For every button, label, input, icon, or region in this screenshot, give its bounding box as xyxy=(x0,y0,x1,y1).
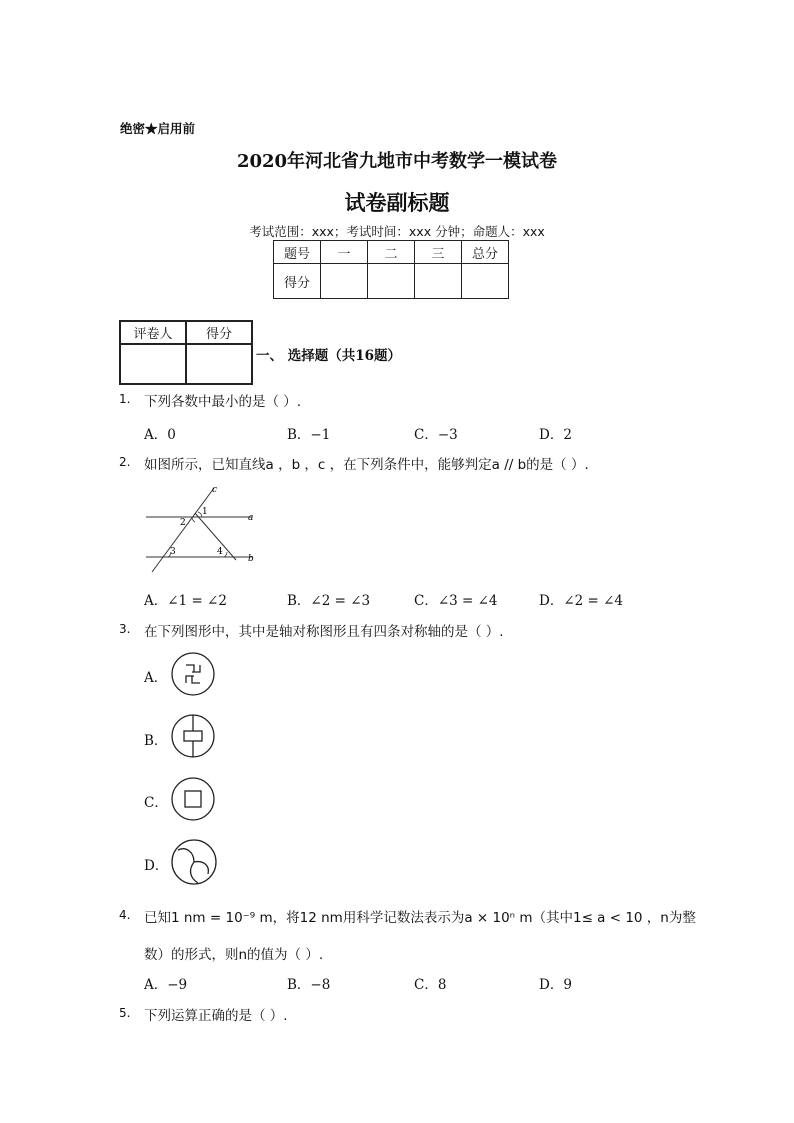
top-secret-label: 绝密★启用前 xyxy=(120,121,196,136)
question-number: 5. xyxy=(119,1006,131,1020)
grader-header-cell: 得分 xyxy=(186,321,252,344)
score-cell xyxy=(462,264,509,299)
option-c[interactable]: C．8 xyxy=(414,977,447,993)
figure-option-c[interactable] xyxy=(170,776,216,822)
option-b[interactable]: B．−8 xyxy=(287,977,331,993)
option-c[interactable]: C． xyxy=(144,795,168,811)
transversal-line xyxy=(195,513,236,560)
figure-option-b[interactable] xyxy=(170,713,216,759)
figure-option-d[interactable] xyxy=(170,838,218,886)
label-angle-2: 2 xyxy=(180,518,186,528)
document-subtitle: 试卷副标题 xyxy=(344,190,450,215)
option-b[interactable]: B．−1 xyxy=(287,427,331,443)
score-row-label: 得分 xyxy=(274,264,321,299)
score-header-cell: 题号 xyxy=(274,241,321,264)
document-title: 2020年河北省九地市中考数学一模试卷 xyxy=(236,151,558,172)
question-number: 2. xyxy=(119,455,131,469)
question-text-continued: 数）的形式，则n的值为（ ）. xyxy=(144,947,324,963)
score-header-cell: 总分 xyxy=(462,241,509,264)
option-c[interactable]: C．∠3 = ∠4 xyxy=(414,593,498,609)
score-table xyxy=(273,240,509,299)
score-header-cell: 二 xyxy=(368,241,415,264)
option-a[interactable]: A．∠1 = ∠2 xyxy=(144,593,227,609)
label-c: c xyxy=(212,485,218,495)
score-cell xyxy=(368,264,415,299)
label-angle-1: 1 xyxy=(202,507,208,517)
option-a[interactable]: A．0 xyxy=(144,427,176,443)
question-number: 4. xyxy=(119,908,131,922)
option-b[interactable]: B．∠2 = ∠3 xyxy=(287,593,371,609)
option-a[interactable]: A． xyxy=(144,670,168,686)
option-d[interactable]: D．9 xyxy=(539,977,572,993)
option-d[interactable]: D．∠2 = ∠4 xyxy=(539,593,624,609)
option-c[interactable]: C．−3 xyxy=(414,427,458,443)
exam-info: 考试范围：xxx；考试时间：xxx 分钟；命题人：xxx xyxy=(249,224,545,239)
label-a: a xyxy=(248,513,254,523)
line-c xyxy=(152,488,214,572)
question-number: 3. xyxy=(119,622,131,636)
score-cell xyxy=(321,264,368,299)
label-angle-4: 4 xyxy=(217,547,223,557)
option-d[interactable]: D．2 xyxy=(539,427,572,443)
question-text: 如图所示，已知直线a ，b ，c ，在下列条件中，能够判定a // b的是（ ）. xyxy=(144,457,589,473)
label-angle-3: 3 xyxy=(170,547,176,557)
question-text: 下列运算正确的是（ ）. xyxy=(144,1008,288,1024)
option-d[interactable]: D． xyxy=(144,858,169,874)
label-b: b xyxy=(248,554,254,564)
option-b[interactable]: B． xyxy=(144,733,168,749)
option-a[interactable]: A．−9 xyxy=(144,977,188,993)
question-text: 已知1 nm = 10⁻⁹ m，将12 nm用科学记数法表示为a × 10ⁿ m（其中1≤ a < 10 ，n为整 xyxy=(144,910,696,926)
angle-4-arc xyxy=(224,552,227,557)
angle-2-arc xyxy=(192,517,195,522)
score-header-cell: 三 xyxy=(415,241,462,264)
section-heading: 一、 选择题（共16题） xyxy=(256,348,401,364)
question-number: 1. xyxy=(119,392,131,406)
figure-option-a[interactable] xyxy=(170,651,216,697)
score-cell xyxy=(415,264,462,299)
question-text: 下列各数中最小的是（ ）. xyxy=(144,394,302,410)
grader-header-cell: 评卷人 xyxy=(120,321,186,344)
score-header-cell: 一 xyxy=(321,241,368,264)
question-text: 在下列图形中，其中是轴对称图形且有四条对称轴的是（ ）. xyxy=(144,624,504,640)
grader-table xyxy=(119,320,253,385)
grader-cell xyxy=(120,344,186,384)
parallel-lines-figure xyxy=(140,480,265,575)
grader-cell xyxy=(186,344,252,384)
